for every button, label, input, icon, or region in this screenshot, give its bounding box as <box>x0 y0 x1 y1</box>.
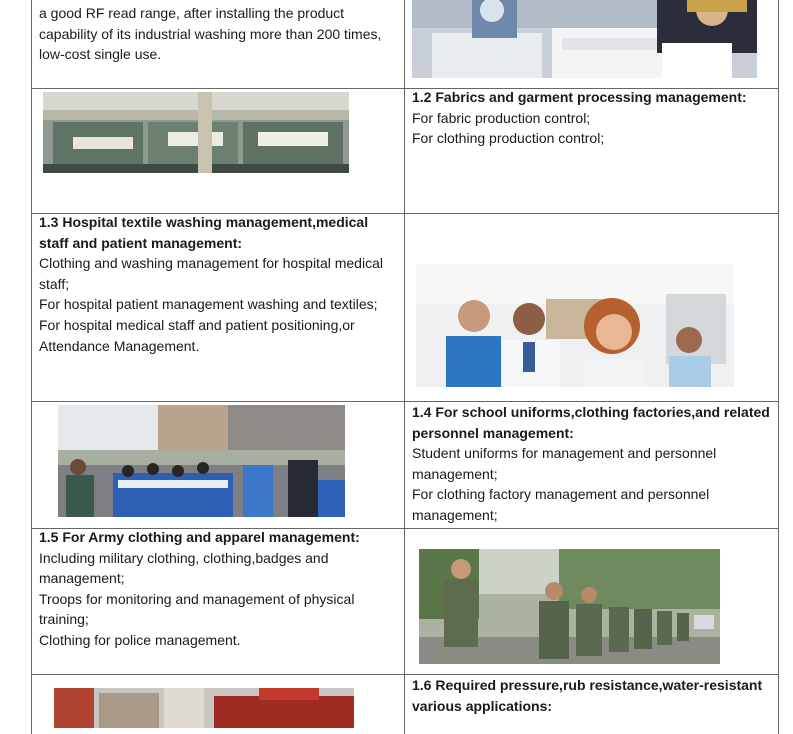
body-line: Student uniforms for management and personnel <box>412 445 717 462</box>
body-line: For clothing factory management and personnel <box>412 486 710 503</box>
table-row <box>31 213 779 402</box>
soldiers-marching-photo <box>419 549 720 664</box>
table-row <box>31 401 779 529</box>
table-cell <box>404 213 779 401</box>
section-heading: various applications: <box>412 697 553 714</box>
table-row <box>31 88 779 214</box>
textile-factory-photo <box>43 92 349 173</box>
body-line: management; <box>39 570 125 587</box>
section-heading: staff and patient management: <box>39 234 243 251</box>
body-line: staff; <box>39 275 70 292</box>
cell-text <box>412 675 762 716</box>
table-cell <box>31 528 404 674</box>
body-line: training; <box>39 611 89 628</box>
school-children-photo <box>58 405 345 517</box>
laundry-workers-photo <box>412 0 757 78</box>
table-cell <box>31 88 404 213</box>
cell-text <box>39 3 381 65</box>
body-line: management; <box>412 465 498 482</box>
table-row <box>31 0 779 89</box>
section-heading: 1.5 For Army clothing and apparel management: <box>39 529 360 545</box>
section-heading: 1.2 Fabrics and garment processing management: <box>412 89 747 105</box>
table-cell <box>31 0 404 88</box>
body-line: a good RF read range, after installing the product <box>39 5 345 21</box>
table-cell <box>31 401 404 528</box>
table-cell <box>404 674 779 734</box>
table-cell <box>404 401 779 528</box>
section-heading: 1.3 Hospital textile washing management,medical <box>39 214 369 230</box>
industrial-equipment-photo <box>54 688 354 728</box>
body-line: For hospital patient management washing and textiles; <box>39 296 378 313</box>
table-cell <box>404 88 779 213</box>
body-line: Attendance Management. <box>39 337 200 354</box>
section-heading: personnel management: <box>412 424 574 441</box>
table-cell <box>31 674 404 734</box>
cell-text <box>412 402 770 526</box>
body-line: Troops for monitoring and management of physical <box>39 590 355 607</box>
body-line: For clothing production control; <box>412 130 605 147</box>
body-line: Clothing and washing management for hospital medical <box>39 255 383 272</box>
table-row <box>31 674 779 734</box>
cell-text <box>39 212 383 356</box>
body-line: For hospital medical staff and patient positioning,or <box>39 316 355 333</box>
body-line: low-cost single use. <box>39 46 162 63</box>
table-cell <box>404 528 779 674</box>
body-line: Clothing for police management. <box>39 631 241 648</box>
table-cell <box>404 0 779 88</box>
body-line: management; <box>412 506 498 523</box>
table-row <box>31 528 779 675</box>
body-line: Including military clothing, clothing,badges and <box>39 549 329 566</box>
body-line: capability of its industrial washing more than 200 times, <box>39 25 382 42</box>
section-heading: 1.6 Required pressure,rub resistance,water-resistant <box>412 677 763 693</box>
table-cell <box>31 213 404 401</box>
cell-text <box>39 527 360 651</box>
section-heading: 1.4 For school uniforms,clothing factories,and related <box>412 404 770 420</box>
hospital-staff-photo <box>416 264 734 387</box>
body-line: For fabric production control; <box>412 109 591 126</box>
cell-text <box>412 87 747 149</box>
